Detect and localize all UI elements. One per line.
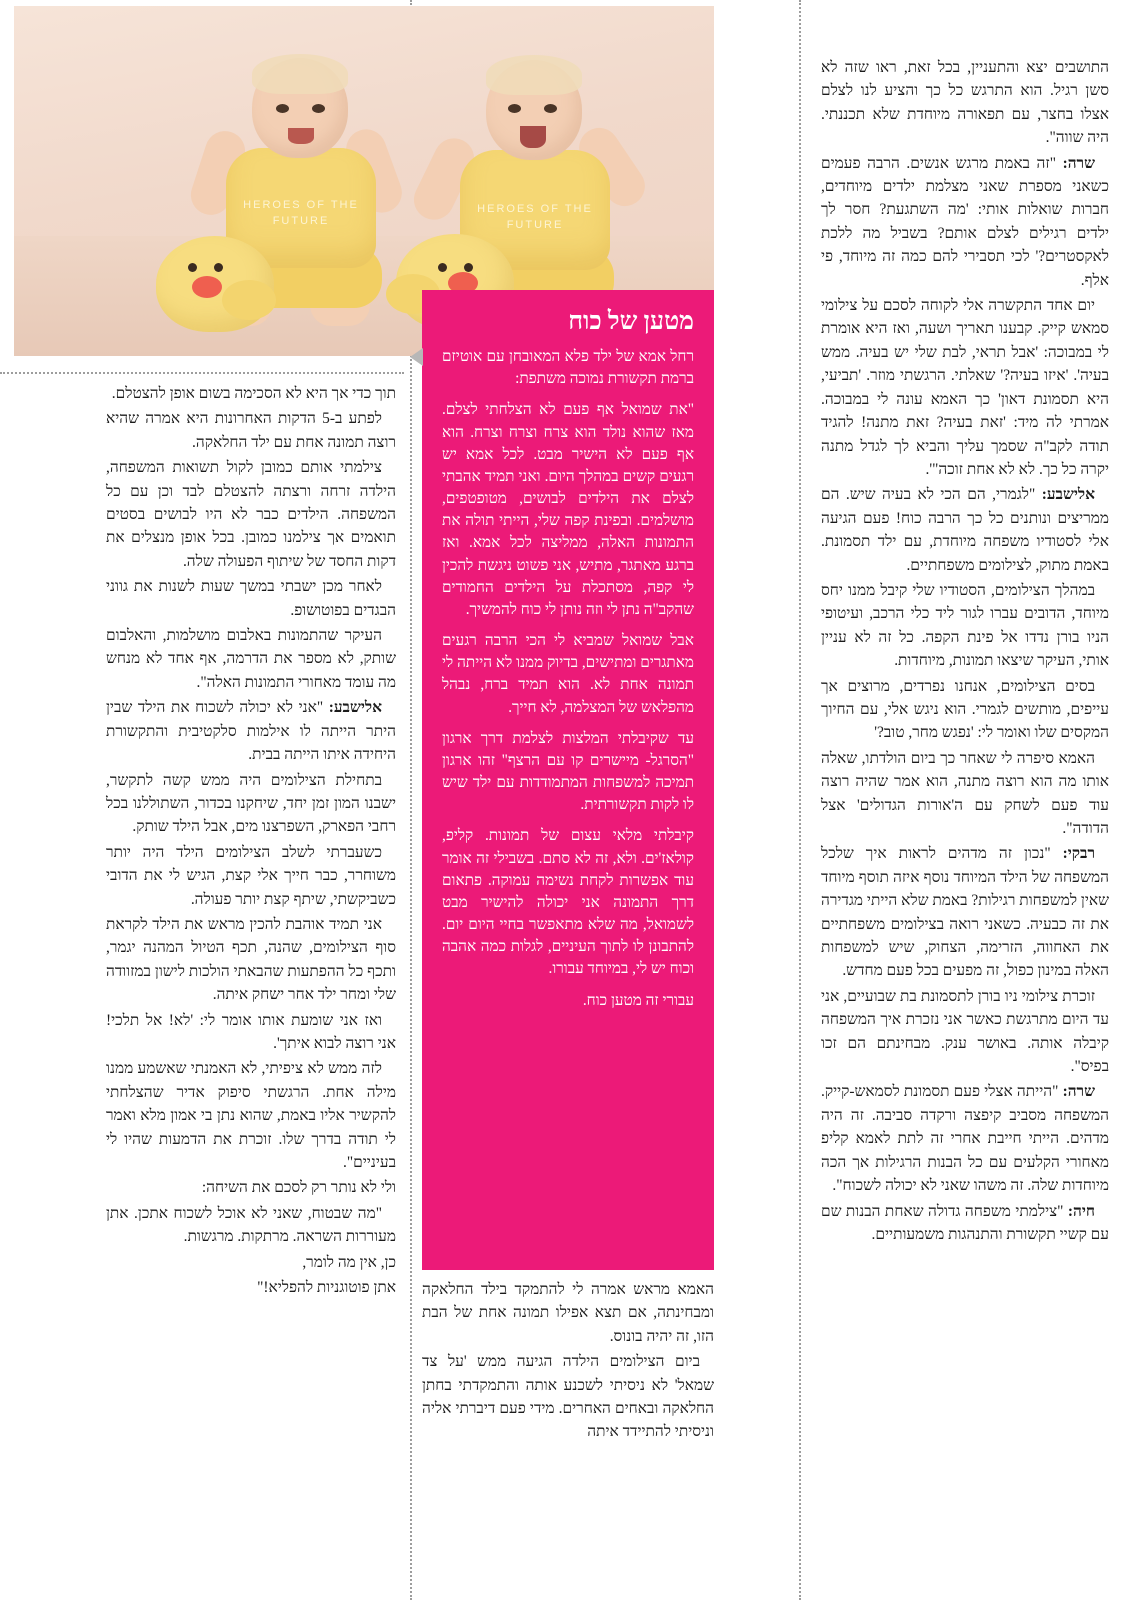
paragraph: ביום הצילומים הילדה הגיעה ממש 'על צד שמאל' לא ניסיתי לשכנע אותה והתמקדתי בחתן החלאקה ובאחים האחרים. מידי פעם דיברתי אליה וניסיתי להתיידד איתה (422, 1353, 714, 1441)
paragraph: ואז אני שומעת אותו אומר לי: 'לא! אל תלכי! אני רוצה לבוא איתך'. (106, 1011, 396, 1052)
paragraph: אני תמיד אוהבת להכין מראש את הילד לקראת סוף הצילומים, שהנה, תכף הטיול המהנה יגמר, ותכף כל ההפתעות שהבאתי הולכות לישון במזוודה שלי ומחר ילד אחר ישחק איתה. (106, 915, 396, 1004)
baby-right-hair (486, 55, 582, 95)
plush-toy-left-eye (188, 263, 197, 272)
plush-toy-right-eye-2 (464, 263, 473, 272)
callout-paragraph: אבל שמואל שמביא לי הכי הרבה רגעים מאתגרים ומתישים, בדיוק ממנו לא הייתה לי תמונה אחת לא. הוא תמיד ברח, נבהל מהפלאש של המצלמה, לא חייך. (442, 632, 694, 716)
paragraph: רבקי: "נכון זה מדהים לראות איך שלכל המשפחה של הילד המיוחד נוסף איזה תוסף מיוחד שאין למשפחות רגילות? באמת שלא הייתי מגדירה את זה כבעיה. כשאני רואה בצילומים משפחתיים את האחווה, הזרימה, הצחוק, שיש למשפחות האלה במינון כפול, זה מפעים בכל פעם מחדש. (821, 845, 1109, 980)
plush-toy-left (126, 218, 296, 338)
paragraph: חיה: "צילמתי משפחה גדולה שאחת הבנות שם עם קשיי תקשורת והתנהגות משמעותיים. (821, 1202, 1109, 1243)
baby-right-shirt-text: HEROES OF THE FUTURE (477, 203, 593, 232)
baby-right-head (486, 60, 582, 160)
plush-toy-right-eye (438, 263, 447, 272)
callout-paragraph: קיבלתי מלאי עצום של תמונות. קליפ, קולאז'ים. ולא, זה לא סתם. בשבילי זה אומר עוד אפשרות לקחת נשימה עמוקה. פתאום דרך התמונה אני יכולה להישיר מבט לשמואל, מה שלא מתאפשר בחיי היום יום. להתבונן לו לתוך העיניים, לגלות כמה אהבה וכוח יש לי, במיוחד עבורו. (442, 827, 694, 978)
paragraph: צילמתי אותם כמובן לקול תשואות המשפחה, הילדה זרחה ורצתה להצטלם לבד וכן עם כל המשפחה. הילדים כבר לא היו לבושים בסטים תואמים אך צילמנו כמובן. בכל אופן מנצלים את דקות החסד של שיתוף הפעולה שלה. (106, 459, 396, 570)
callout-paragraph: עבורי זה מטען כוח. (582, 991, 694, 1009)
plush-toy-left-beak (192, 276, 222, 298)
paragraph: "מה שבטוח, שאני לא אוכל לשכוח אתכן. אתן מעוררות השראה. מרתקות. מרגשות. (106, 1204, 396, 1246)
paragraph: כשעברתי לשלב הצילומים הילד היה יותר משוחרר, כבר חייך אלי קצת, הגיש לי את הדובי כשביקשתי, שיתף קצת יותר פעולה. (106, 843, 396, 908)
baby-left-head (252, 58, 348, 158)
text-column-middle (422, 1278, 714, 1446)
plush-toy-left-eye-2 (214, 263, 223, 272)
paragraph: העיקר שהתמונות באלבום מושלמות, והאלבום שותק, לא מספר את הדרמה, אף אחד לא מנחש מה עומד מאחורי התמונות האלה". (106, 627, 396, 691)
paragraph: לפתע ב-5 הדקות האחרונות היא אמרה שהיא רוצה תמונה אחת עם ילד החלאקה. (106, 410, 396, 451)
callout-title: מטען של כוח (568, 308, 694, 335)
callout-paragraph: רחל אמא של ילד פלא המאובחן עם אוטיזם ברמת תקשורת נמוכה משתפת: (442, 348, 694, 388)
baby-left-eye-2 (312, 104, 325, 113)
baby-left-shirt-text: HEROES OF THE FUTURE (243, 199, 359, 228)
callout-pointer-icon (410, 348, 423, 366)
baby-right-eye-2 (544, 104, 557, 113)
paragraph: לאחר מכן ישבתי במשך שעות לשנות את גווני הבגדים בפוטושופ. (106, 578, 396, 619)
paragraph: אלישבע: "אני לא יכולה לשכוח את הילד שבין היתר הייתה לו אילמות סלקטיבית והתקשורת היחידה איתו הייתה בבית. (106, 699, 396, 764)
baby-left-hair (252, 54, 348, 94)
paragraph: שרה: "הייתה אצלי פעם תסמונת לסמאש-קייק. המשפחה מסביב קיפצה ורקדה סביבה. זה היה מדהים. הייתי חייבת אחרי זה לתת לאמא קליפ מאחורי הקלעים עם כל הבנות הרגילות אך הכה מיוחדות שלה. זה משהו שאני לא יכולה לשכוח". (821, 1083, 1109, 1195)
sidebar-callout (422, 290, 714, 1270)
column-divider-right (799, 0, 801, 1600)
paragraph: שרה: "זה באמת מרגש אנשים. הרבה פעמים כשאני מספרת שאני מצלמת ילדים מיוחדים, חברות שואלות אותי: 'מה השתגעת? חסר לך ילדים רגילים לצלם אותם? בשביל מה ללכת לאקסטרים?' לכי תסבירי להם כמה זה מיוחד, פי אלף. (821, 154, 1109, 289)
baby-right-mouth (520, 126, 546, 148)
paragraph: זוכרת צילומי ניו בורן לתסמונת בת שבועיים, אני עד היום מתרגשת כאשר אני נזכרת איך המשפחה קיבלה אותה. באושר ענק. מבחינתם הם זכו בפיס". (821, 987, 1109, 1076)
paragraph: אלישבע: "לגמרי, הם הכי לא בעיה שיש. הם ממריצים ונותנים כל כך הרבה כוח! פעם הגיעה אלי לסטודיו משפחה מיוחדת, עם ילד תסמונת. באמת מתוק, לצילומים משפחתיים. (821, 486, 1109, 574)
plush-toy-left-wing (222, 280, 276, 320)
paragraph: יום אחד התקשרה אלי לקוחה לסכם על צילומי סמאש קייק. קבענו תאריך ושעה, ואז היא אומרת לי במבוכה: 'אבל תראי, לבת שלי יש בעיה. ממש בעיה'. 'איזו בעיה?' שאלתי. הרגשתי מוזר. 'תביעי, היא תסמונת דאון' כך האמא עונה לי במבוכה. אמרתי לה מיד: 'זאת בעיה? זאת מתנה! להגיד תודה לקב"ה שסמך עליך והביא לך לגדל מתנה יקרה כל כך. לא לא אחת זוכה"'. (821, 297, 1109, 478)
photo-bottom-divider (0, 372, 404, 374)
paragraph: התושבים יצא והתעניין, בכל זאת, ראו שזה לא סשן רגיל. הוא התרגש כל כך והציע לנו לצלם אצלו בחצר, עם תפאורה מיוחדת שלא תכננתי. היה שווה". (821, 59, 1109, 147)
paragraph: תוך כדי אך היא לא הסכימה בשום אופן להצטלם. (111, 385, 396, 402)
paragraph: האמא מראש אמרה לי להתמקד בילד החלאקה ומבחינתה, אם תצא אפילו תמונה אחת של הבת הזו, זה יהיה בונוס. (422, 1281, 714, 1345)
paragraph: אתן פוטוגניות להפליא!" (257, 1279, 396, 1297)
paragraph: האמא סיפרה לי שאחר כך ביום הולדתו, שאלה אותו מה הוא רוצה מתנה, הוא אמר שהיה רוצה עוד פעם לשחק עם ה'אורות הגדולים' אצל הדודה". (821, 749, 1109, 837)
text-column-left (106, 382, 396, 1301)
baby-right-eye (508, 104, 521, 113)
paragraph: בסים הצילומים, אנחנו נפרדים, מרוצים אך עייפים, מותשים לגמרי. הוא ניגש אלי, עם החיוך המקסים שלו ואומר לי: 'נפגש מחר, טוב?' (821, 677, 1109, 742)
baby-left-mouth (288, 128, 314, 144)
callout-paragraph: "את שמואל אף פעם לא הצלחתי לצלם. מאז שהוא נולד הוא צרח וצרח וצרח. הוא אף פעם לא הישיר מבט. לכל אמא יש רגעים קשים במהלך היום. ואני תמיד אהבתי לצלם את הילדים לבושים, מטופטפים, מושלמים. ובפינת קפה שלי, הייתי תולה את התמונות האלה, ממליצה לכל אמא. ואז ברגע מאתגר, מתיש, אני פשוט ניגשת להכין לי קפה, מסתכלת על הילדים החמודים שהקב"ה נתן לי וזה נותן לי כוח להמשיך. (442, 401, 694, 618)
paragraph: בתחילת הצילומים היה ממש קשה לתקשר, ישבנו המון זמן יחד, שיחקנו בכדור, השתוללנו בכל רחבי הפארק, השפרצנו מים, אבל הילד שותק. (106, 771, 396, 836)
paragraph: במהלך הצילומים, הסטודיו שלי קיבל ממנו יחס מיוחד, הדובים עברו לגור ליד כלי הרכב, ועיטופי הניו בורן נדדו אל פינת הקפה. כל זה לא עניין אותי, העיקר שיצאו תמונות, מיוחדות. (821, 581, 1109, 670)
paragraph: כן, אין מה לומר, (302, 1253, 396, 1271)
paragraph: ולי לא נותר רק לסכם את השיחה: (201, 1179, 396, 1197)
text-column-right (821, 56, 1109, 1248)
callout-paragraph: עד שקיבלתי המלצות לצלמת דרך ארגון "הסרגל- מיישרים קו עם הרצף" זהו ארגון תמיכה למשפחות המתמודדות עם ילד שיש לו לקות תקשורתית. (442, 729, 694, 814)
paragraph: לזה ממש לא ציפיתי, לא האמנתי שאשמע ממנו מילה אחת. הרגשתי סיפוק אדיר שהצלחתי להקשיר אליו באמת, שהוא נתן בי אמון מלא ואמר לי תודה בדרך שלו. זוכרת את הדמעות שהיו לי בעיניים". (106, 1060, 396, 1171)
baby-left-eye (276, 104, 289, 113)
